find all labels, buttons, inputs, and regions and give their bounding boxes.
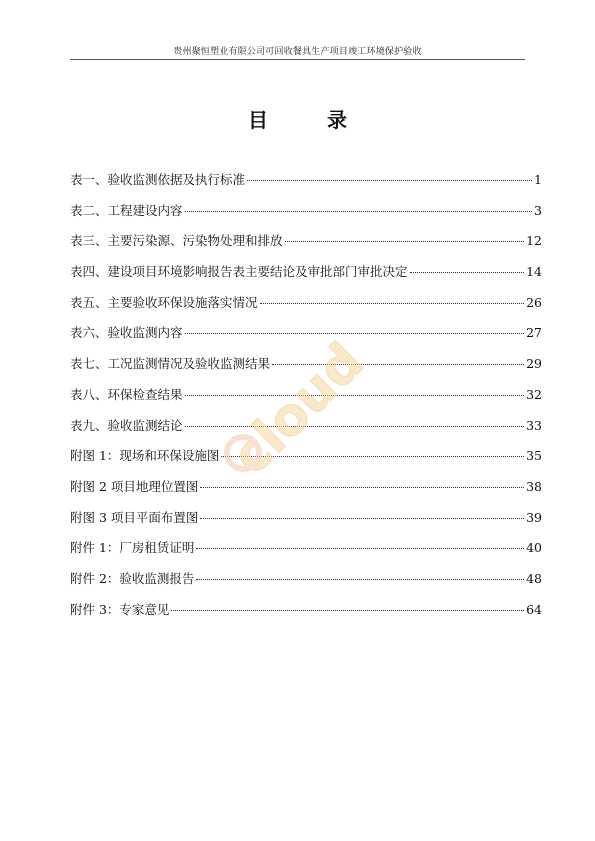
toc-leader-dots — [171, 610, 524, 611]
running-header: 贵州聚恒塑业有限公司可回收餐具生产项目竣工环境保护验收 — [173, 47, 422, 57]
toc-leader-dots — [185, 333, 525, 334]
toc-leader-dots — [285, 241, 525, 242]
toc-entry[interactable] — [70, 293, 542, 324]
toc-leader-dots — [200, 487, 524, 488]
toc-leader-dots — [247, 180, 532, 181]
toc-entry[interactable] — [70, 201, 542, 232]
toc-entry-label: 表四、建设项目环境影响报告表主要结论及审批部门审批决定 — [70, 264, 408, 280]
toc-entry[interactable] — [70, 569, 542, 600]
toc-leader-dots — [272, 364, 524, 365]
toc-entry-label: 附件 1：厂房租赁证明 — [70, 540, 195, 556]
toc-entry[interactable] — [70, 477, 542, 508]
toc-entry-label: 表八、环保检查结果 — [70, 386, 183, 402]
toc-entry-label: 表一、验收监测依据及执行标准 — [70, 172, 246, 187]
toc-entry[interactable] — [70, 385, 542, 416]
toc-entry[interactable] — [70, 323, 542, 354]
toc-entry-page: 64 — [526, 601, 542, 617]
toc-entry-page: 39 — [526, 509, 542, 525]
toc-entry-page: 35 — [526, 448, 542, 464]
toc-entry-label: 附图 2 项目地理位置图 — [70, 478, 199, 494]
header-divider — [70, 59, 525, 60]
toc-entry-page: 27 — [526, 325, 542, 341]
toc-entry-label: 附件 3：专家意见 — [70, 601, 170, 617]
toc-entry-page: 1 — [534, 172, 542, 187]
toc-entry-page: 3 — [534, 202, 542, 218]
toc-leader-dots — [200, 518, 524, 519]
toc-entry-page: 12 — [526, 233, 542, 249]
toc-entry-label: 表九、验收监测结论 — [70, 417, 183, 433]
toc-entry-page: 33 — [526, 417, 542, 433]
toc-entry-page: 29 — [526, 356, 542, 372]
toc-entry-label: 附图 1：现场和环保设施图 — [70, 448, 220, 464]
toc-entry[interactable] — [70, 446, 542, 477]
toc-entry-page: 32 — [526, 386, 542, 402]
page-title: 目 录 — [248, 108, 373, 132]
toc-entry-page: 14 — [526, 264, 542, 280]
toc-leader-dots — [260, 303, 525, 304]
toc-entry-label: 表三、主要污染源、污染物处理和排放 — [70, 233, 283, 249]
toc-entry-label: 附件 2：验收监测报告 — [70, 570, 195, 586]
toc-entry[interactable] — [70, 170, 542, 201]
toc-entry[interactable] — [70, 231, 542, 262]
toc-leader-dots — [196, 579, 524, 580]
toc-leader-dots — [410, 272, 525, 273]
toc-entry[interactable] — [70, 600, 542, 631]
toc-entry[interactable] — [70, 262, 542, 293]
toc-entry[interactable] — [70, 508, 542, 539]
toc-entry-page: 26 — [526, 294, 542, 310]
toc-entry-label: 表五、主要验收环保设施落实情况 — [70, 294, 258, 310]
table-of-contents — [70, 170, 542, 630]
toc-entry[interactable] — [70, 538, 542, 569]
watermark-text: cloud — [220, 331, 376, 487]
toc-entry-page: 38 — [526, 478, 542, 494]
toc-entry[interactable] — [70, 416, 542, 447]
toc-leader-dots — [185, 211, 532, 212]
toc-entry-label: 表七、工况监测情况及验收监测结果 — [70, 356, 271, 372]
toc-entry-label: 附图 3 项目平面布置图 — [70, 509, 199, 525]
toc-leader-dots — [221, 456, 524, 457]
toc-entry[interactable] — [70, 354, 542, 385]
toc-entry-label: 表二、工程建设内容 — [70, 202, 183, 218]
toc-entry-page: 40 — [526, 540, 542, 556]
toc-entry-label: 表六、验收监测内容 — [70, 325, 183, 341]
toc-entry-page: 48 — [526, 570, 542, 586]
toc-leader-dots — [185, 395, 525, 396]
toc-leader-dots — [185, 426, 525, 427]
toc-leader-dots — [196, 548, 524, 549]
